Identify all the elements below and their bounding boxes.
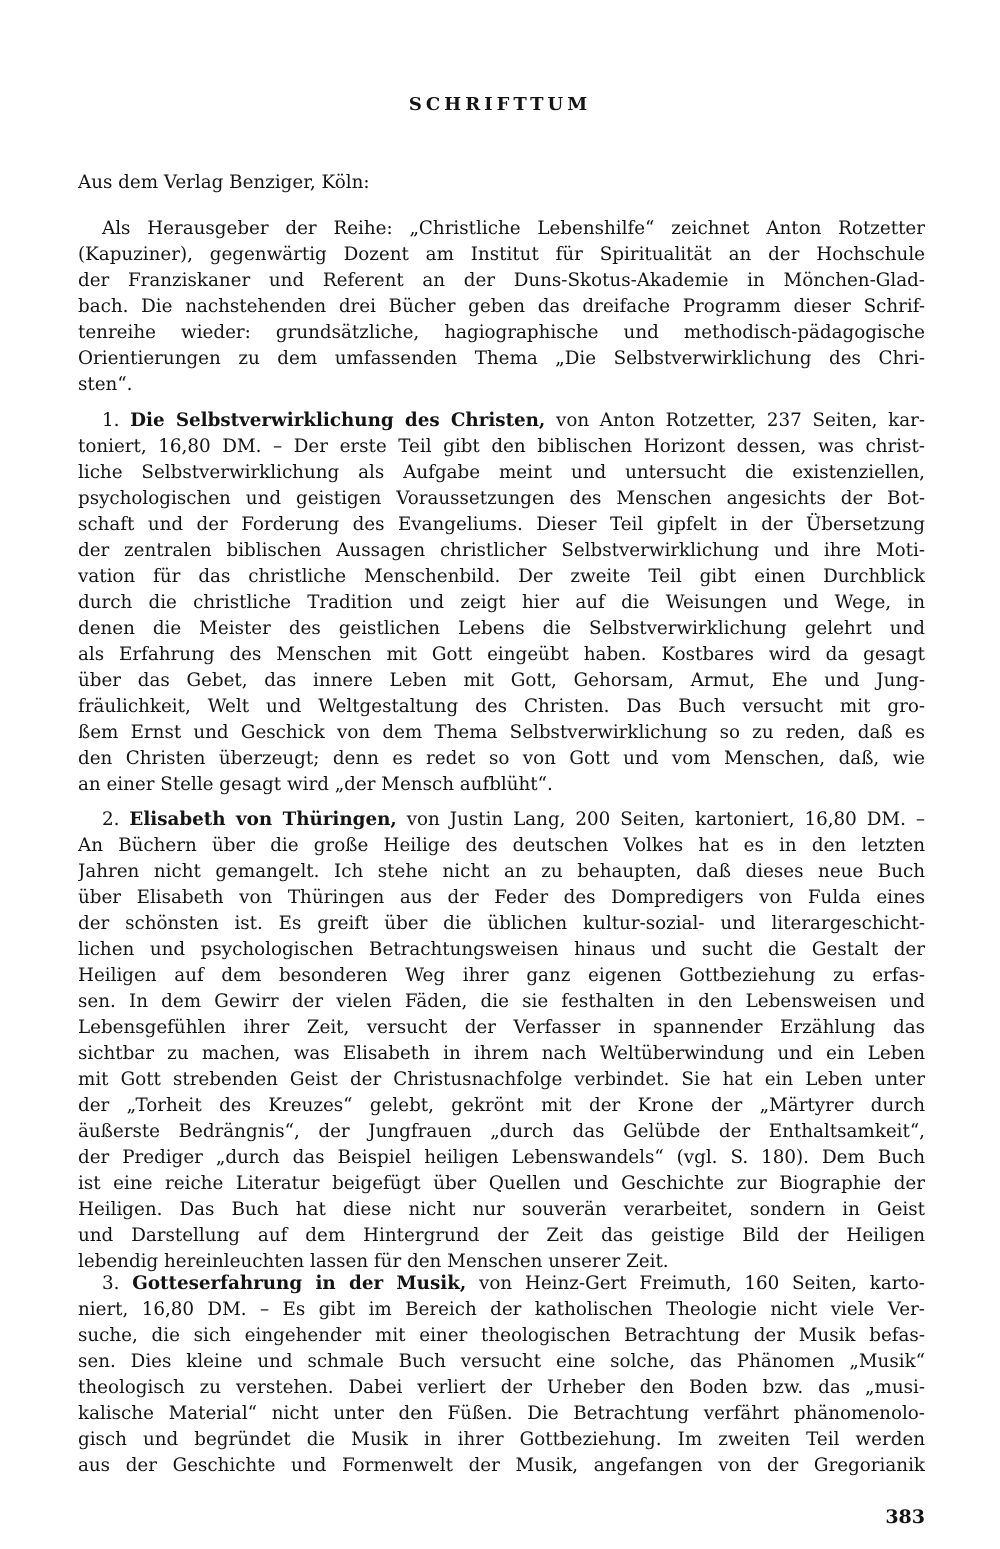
text-line: Lebensgefühlen ihrer Zeit, versucht der Verfasser in spannender Erzählung das (78, 1017, 925, 1038)
text-line: aus der Geschichte und Formenwelt der Musik, angefangen von der Gregorianik (78, 1455, 925, 1476)
text-line: sichtbar zu machen, was Elisabeth in ihrem nach Weltüberwindung und ein Leben (78, 1043, 925, 1064)
text-line: der Prediger „durch das Beispiel heiligen Lebenswandels“ (vgl. S. 180). Dem Buch (78, 1147, 925, 1168)
text-line: kalische Material“ nicht unter den Füßen. Die Betrachtung verfährt phänomenolo- (78, 1403, 925, 1424)
text-line: lichen und psychologischen Betrachtungsweisen hinaus und sucht die Gestalt der (78, 939, 925, 960)
text-line: schaft und der Forderung des Evangeliums. Dieser Teil gipfelt in der Übersetzung (78, 514, 925, 535)
text-line: Heiligen auf dem besonderen Weg ihrer ganz eigenen Gottbeziehung zu erfas- (78, 965, 925, 986)
book-title: Die Selbstverwirklichung des Christen, (130, 410, 546, 431)
text-line: liche Selbstverwirklichung als Aufgabe meint und untersucht die existenziellen, (78, 462, 925, 483)
text-line: denen die Meister des geistlichen Lebens die Selbstverwirklichung gelehrt und (78, 618, 925, 639)
text-line: psychologischen und geistigen Voraussetzungen des Menschen angesichts der Bot- (78, 488, 925, 509)
text-line: niert, 16,80 DM. – Es gibt im Bereich der katholischen Theologie nicht viele Ver- (78, 1299, 925, 1320)
text-line: vation für das christliche Menschenbild. Der zweite Teil gibt einen Durchblick (78, 566, 925, 587)
text-line: der Franziskaner und Referent an der Duns-Skotus-Akademie in Mönchen-Glad- (78, 270, 925, 291)
text-line: und Darstellung auf dem Hintergrund der Zeit das geistige Bild der Heiligen (78, 1225, 925, 1246)
book-title: Gotteserfahrung in der Musik, (132, 1273, 467, 1294)
text-line: ßem Ernst und Geschick von dem Thema Selbstverwirklichung so zu reden, daß es (78, 722, 925, 743)
item-number: 3. (102, 1273, 120, 1294)
text-line: suche, die sich eingehender mit einer theologischen Betrachtung der Musik befas- (78, 1325, 925, 1346)
text-line: theologisch zu verstehen. Dabei verliert der Urheber den Boden bzw. das „musi- (78, 1377, 925, 1398)
text-line: sen. In dem Gewirr der vielen Fäden, die sie festhalten in den Lebensweisen und (78, 991, 925, 1012)
item-number: 2. (102, 809, 120, 830)
text-line: fräulichkeit, Welt und Weltgestaltung des Christen. Das Buch versucht mit gro- (78, 696, 925, 717)
text-line: Heiligen. Das Buch hat diese nicht nur souverän verarbeitet, sondern in Geist (78, 1199, 925, 1220)
book-review-2 (78, 807, 925, 1275)
book-details: von Justin Lang, 200 Seiten, kartoniert, 16,80 DM. – (396, 809, 925, 830)
book-details: von Heinz-Gert Freimuth, 160 Seiten, karto- (466, 1273, 925, 1294)
text-line: ist eine reiche Literatur beigefügt über Quellen und Geschichte zur Biographie der (78, 1173, 925, 1194)
text-line: bach. Die nachstehenden drei Bücher geben das dreifache Programm dieser Schrif- (78, 296, 925, 317)
text-line: toniert, 16,80 DM. – Der erste Teil gibt den biblischen Horizont dessen, was christ- (78, 436, 925, 457)
text-line: tenreihe wieder: grundsätzliche, hagiographische und methodisch-pädagogische (78, 322, 925, 343)
page-number: 383 (885, 1506, 925, 1528)
review-first-line (78, 807, 925, 833)
review-first-line (78, 1271, 925, 1297)
text-line: sten“. (78, 374, 133, 395)
text-line: Orientierungen zu dem umfassenden Thema „Die Selbstverwirklichung des Chri- (78, 348, 925, 369)
book-review-3 (78, 1271, 925, 1479)
item-number: 1. (102, 410, 120, 431)
text-line: Als Herausgeber der Reihe: „Christliche Lebenshilfe“ zeichnet Anton Rotzetter (102, 218, 925, 239)
text-line: den Christen überzeugt; denn es redet so von Gott und vom Menschen, daß, wie (78, 748, 925, 769)
text-line: als Erfahrung des Menschen mit Gott eingeübt haben. Kostbares wird da gesagt (78, 644, 925, 665)
text-line: an einer Stelle gesagt wird „der Mensch aufblüht“. (78, 774, 553, 795)
text-line: der „Torheit des Kreuzes“ gelebt, gekrönt mit der Krone der „Märtyrer durch (78, 1095, 925, 1116)
text-line: über das Gebet, das innere Leben mit Gott, Gehorsam, Armut, Ehe und Jung- (78, 670, 925, 691)
review-first-line (78, 408, 925, 434)
text-line: der zentralen biblischen Aussagen christlicher Selbstverwirklichung und ihre Moti- (78, 540, 925, 561)
text-line: lebendig hereinleuchten lassen für den Menschen unserer Zeit. (78, 1251, 669, 1272)
text-line: An Büchern über die große Heilige des deutschen Volkes hat es in den letzten (78, 835, 925, 856)
publisher-intro: Aus dem Verlag Benziger, Köln: (78, 172, 370, 193)
text-line: Jahren nicht gemangelt. Ich stehe nicht an zu behaupten, daß dieses neue Buch (78, 861, 925, 882)
text-line: der schönsten ist. Es greift über die üblichen kultur-sozial- und literargeschicht- (78, 913, 925, 934)
book-title: Elisabeth von Thüringen, (129, 809, 397, 830)
text-line: (Kapuziner), gegenwärtig Dozent am Institut für Spiritualität an der Hochschule (78, 244, 925, 265)
text-line: sen. Dies kleine und schmale Buch versucht eine solche, das Phänomen „Musik“ (78, 1351, 925, 1372)
text-line: äußerste Bedrängnis“, der Jungfrauen „durch das Gelübde der Enthaltsamkeit“, (78, 1121, 925, 1142)
book-review-1 (78, 408, 925, 798)
text-line: mit Gott strebenden Geist der Christusnachfolge verbindet. Sie hat ein Leben unter (78, 1069, 925, 1090)
page-heading: SCHRIFTTUM (408, 94, 592, 115)
book-details: von Anton Rotzetter, 237 Seiten, kar- (545, 410, 925, 431)
text-line: durch die christliche Tradition und zeigt hier auf die Weisungen und Wege, in (78, 592, 925, 613)
text-line: über Elisabeth von Thüringen aus der Feder des Dompredigers von Fulda eines (78, 887, 925, 908)
paragraph-series-intro (78, 216, 925, 398)
text-line: gisch und begründet die Musik in ihrer Gottbeziehung. Im zweiten Teil werden (78, 1429, 925, 1450)
